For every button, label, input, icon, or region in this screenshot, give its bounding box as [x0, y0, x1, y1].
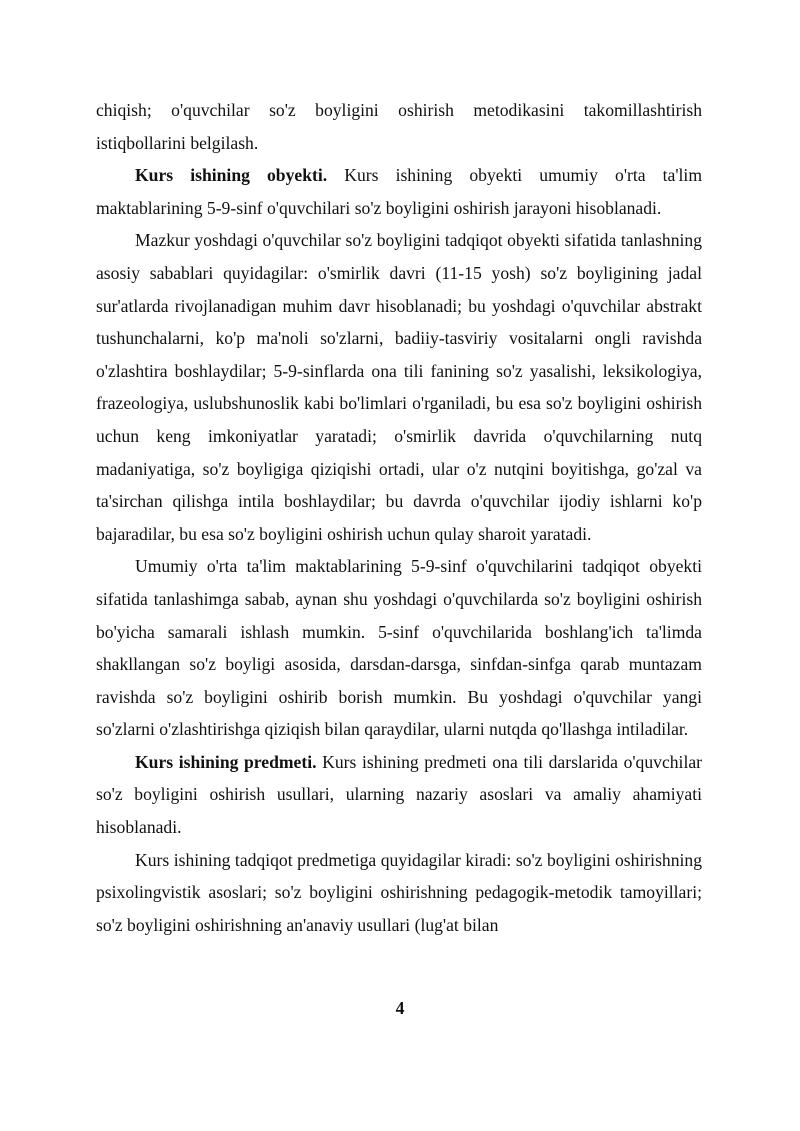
paragraph-heading: Kurs ishining predmeti.: [135, 751, 317, 772]
paragraph-course-subject: [96, 746, 702, 844]
paragraph-text: Kurs ishining obyekti umumiy o'rta ta'lim maktablarining 5-9-sinf o'quvchilari so'z boyligini oshirish jarayoni hisoblanadi.: [96, 165, 702, 218]
document-page: [96, 94, 702, 941]
paragraph-text: Mazkur yoshdagi o'quvchilar so'z boyligini tadqiqot obyekti sifatida tanlashning asosiy sabablari quyidagilar: o'smirlik davri (11-15 yosh) so'z boyligining jadal sur'atlarda rivojlanadigan muhim davr hisoblanadi; bu yoshdagi o'quvchilar abstrakt tushunchalarni, ko'p ma'noli so'zlarni, badiiy-tasviriy vositalarni ongli ravishda o'zlashtira boshlaydilar; 5-9-sinflarda ona tili fanining so'z yasalishi, leksikologiya, frazeologiya, uslubshunoslik kabi bo'limlari o'rganiladi, bu esa so'z boyligini oshirish uchun keng imkoniyatlar yaratadi; o'smirlik davrida o'quvchilarning nutq madaniyatiga, so'z boyligiga qiziqishi ortadi, ular o'z nutqini boyitishga, go'zal va ta'sirchan qilishga intila boshlaydilar; bu davrda o'quvchilar ijodiy ishlarni ko'p bajaradilar, bu esa so'z boyligini oshirish uchun qulay sharoit yaratadi.: [96, 230, 702, 544]
paragraph-text: Kurs ishining tadqiqot predmetiga quyidagilar kiradi: so'z boyligini oshirishning psixolingvistik asoslari; so'z boyligini oshirishning pedagogik-metodik tamoyillari; so'z boyligini oshirishning an'anaviy usullari (lug'at bilan: [96, 849, 702, 935]
paragraph-reasons: [96, 224, 702, 550]
paragraph-research-subject: [96, 844, 702, 942]
paragraph-course-object: [96, 159, 702, 224]
paragraph-heading: Kurs ishining obyekti.: [135, 165, 328, 186]
page-number: 4: [395, 998, 405, 1018]
paragraph-text: chiqish; o'quvchilar so'z boyligini oshirish metodikasini takomillashtirish istiqbollarini belgilash.: [96, 100, 702, 153]
paragraph-continuation: [96, 94, 702, 159]
paragraph-text: Kurs ishining predmeti ona tili darslarida o'quvchilar so'z boyligini oshirish usullari, ularning nazariy asoslari va amaliy ahamiyati hisoblanadi.: [96, 751, 702, 838]
paragraph-text: Umumiy o'rta ta'lim maktablarining 5-9-sinf o'quvchilarini tadqiqot obyekti sifatida tanlashimga sabab, aynan shu yoshdagi o'quvchilarda so'z boyligini oshirish bo'yicha samarali ishlash mumkin. 5-sinf o'quvchilarida boshlang'ich ta'limda shakllangan so'z boyligi asosida, darsdan-darsga, sinfdan-sinfga qarab muntazam ravishda so'z boyligini oshirib borish mumkin. Bu yoshdagi o'quvchilar yangi so'zlarni o'zlashtirishga qiziqish bilan qaraydilar, ularni nutqda qo'llashga intiladilar.: [96, 556, 702, 740]
paragraph-selection: [96, 550, 702, 746]
